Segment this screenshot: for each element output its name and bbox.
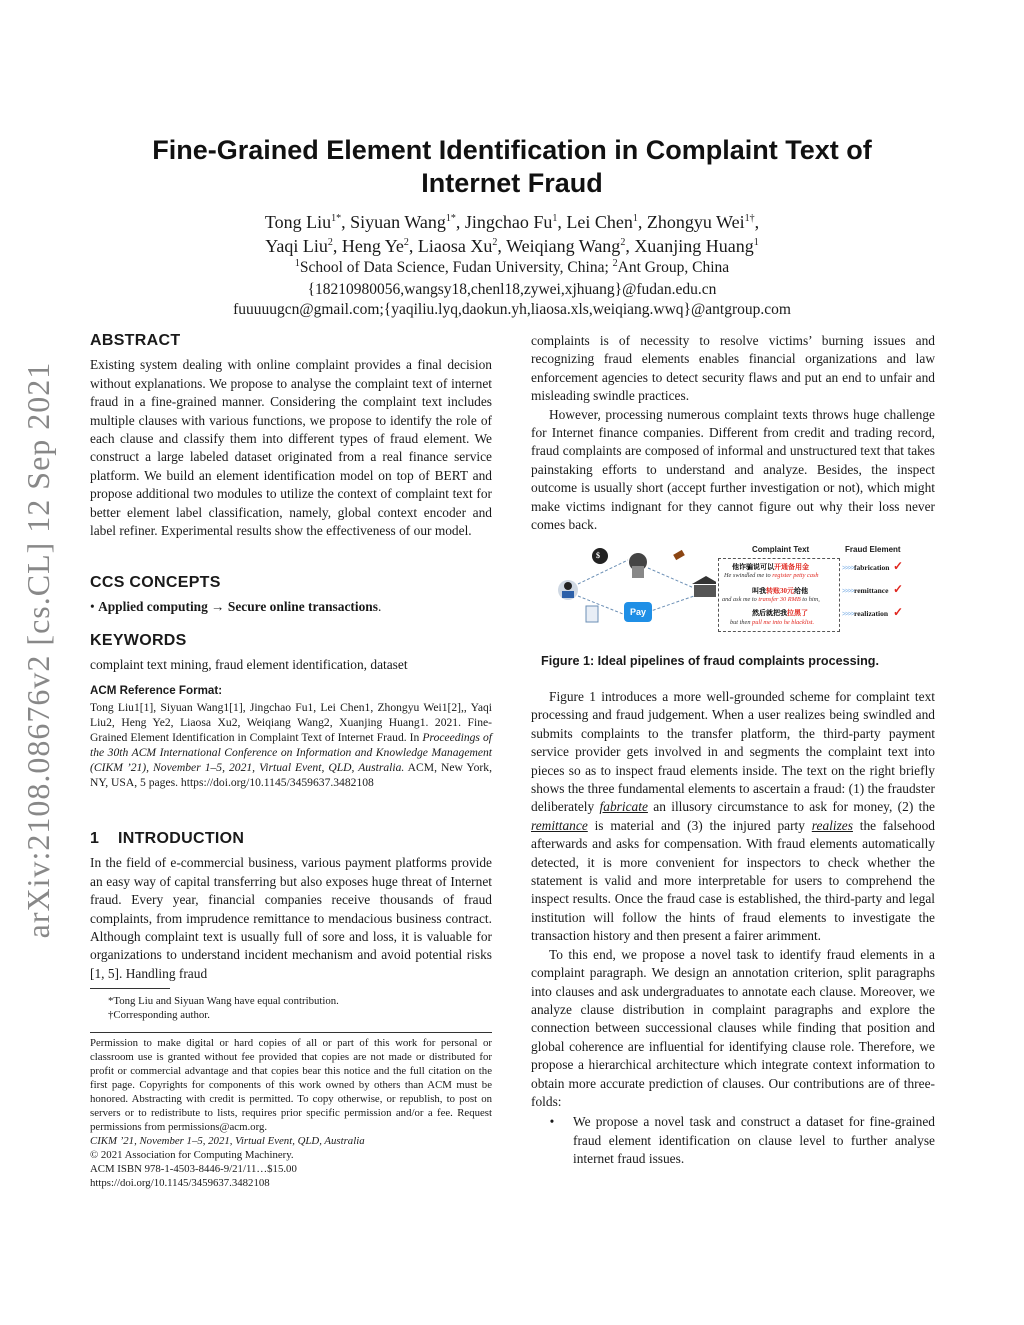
abstract-heading: ABSTRACT	[90, 332, 181, 349]
tag-realization: realization	[854, 609, 889, 618]
permission-divider	[90, 1032, 492, 1033]
author-sup: 2	[403, 237, 409, 248]
ccs-heading: CCS CONCEPTS	[90, 574, 221, 591]
author: Lei Chen	[566, 212, 633, 232]
keywords-heading: KEYWORDS	[90, 632, 187, 649]
intro-paragraph-4: To this end, we propose a novel task to identify fraud elements in a complaint paragraph. We design an annotation criterion, split paragraphs into clauses and ask undergraduates to annotate each clause. Moreover, we analyze clause distribution in complaint paragraphs and explore the connection between successional clauses while finding that position and global coherence are influential for identifying clause role. Therefore, we propose a hierarchical architecture which integrate context information to obtain more accurate prediction of clauses. Our contributions are of three-folds:	[531, 946, 935, 1109]
intro-heading: INTRODUCTION	[118, 830, 245, 847]
en-clause-2: and ask me to	[722, 596, 759, 603]
arrow-1: >>>>	[842, 564, 854, 572]
zh-clause-2: 叫我	[752, 587, 766, 595]
en-clause-2-end: to him,	[800, 596, 820, 603]
acm-reference	[90, 683, 492, 790]
ccs-bullet: •	[90, 599, 95, 615]
author: Liaosa Xu	[417, 236, 493, 256]
affil-sup: 2	[612, 257, 618, 269]
en-clause-1-highlight: register petty cash	[772, 572, 819, 579]
contribution-list	[531, 1113, 935, 1168]
abstract-section	[90, 332, 492, 540]
fraud-element-header: Fraud Element	[845, 545, 901, 554]
contribution-1: We propose a novel task and construct a dataset for fine-grained fraud element identification on clause level to further analyse internet fraud issues.	[573, 1114, 935, 1167]
arrow-2: >>>>	[842, 587, 854, 595]
check-icon: ✓	[893, 605, 904, 619]
zh-clause-1-highlight: 开通备用金	[774, 563, 809, 571]
money-bag-icon	[592, 548, 608, 564]
intro-paragraph-2: However, processing numerous complaint texts throws huge challenge for Internet finance companies. Different from credit and trading record, fraud complaints are composed of informal and unstructured text that takes painstaking efforts to understand and analyze. Besides, the inspect outcome is usually short (accept further investigation or not), which might make victims indignant for they cannot figure out why their loss never comes back.	[531, 406, 935, 533]
affil-fudan: School of Data Science, Fudan University, China;	[299, 259, 613, 276]
isbn-line: ACM ISBN 978-1-4503-8446-9/21/11…$15.00	[90, 1163, 297, 1175]
author: Zhongyu Wei	[646, 212, 745, 232]
arrow-3: >>>>	[842, 610, 854, 618]
affil-ant: Ant Group, China	[617, 259, 730, 276]
gavel-icon	[673, 550, 685, 560]
keywords-section	[90, 632, 492, 675]
zh-clause-2-highlight: 转账30元	[766, 587, 794, 595]
email-ant: fuuuuugcn@gmail.com;{yaqiliu.lyq,daokun.yh,liaosa.xls,weiqiang.wwq}@antgroup.com	[233, 301, 791, 318]
term-remittance: remittance	[531, 817, 588, 833]
right-column-bottom	[531, 688, 935, 1169]
conference-line: CIKM ’21, November 1–5, 2021, Virtual Event, QLD, Australia	[90, 1135, 365, 1147]
term-fabricate: fabricate	[599, 799, 648, 815]
author: Heng Ye	[341, 236, 404, 256]
p3-text-c: is material and (3) the injured party	[587, 817, 812, 833]
p3-text-a: Figure 1 introduces a more well-grounded scheme for complaint text processing and fraud judgement. When a user realizes being swindled and submits complaints to the transfer platform, the third-party payment service provider gets involved in and segments the complaint text into pieces so as to inspect fraud elements inside. The text on the right briefly shows the three fundamental elements to ascertain a fraud: (1) the fraudster deliberately	[531, 689, 935, 815]
author-sup: 1	[552, 213, 558, 224]
author-sup: 1*	[331, 213, 342, 224]
bank-icon	[692, 576, 716, 597]
author-sup: 1	[753, 237, 759, 248]
permission-text: Permission to make digital or hard copies of all or part of this work for personal or classroom use is granted without fee provided that copies are not made or distributed for profit or commercial advantage and that copies bear this notice and the full citation on the first page. Copyrights for components of this work owned by others than ACM must be honored. Abstracting with credit is permitted. To copy otherwise, or republish, to post on servers or to redistribute to lists, requires prior specific permission and/or a fee. Request permissions from permissions@acm.org.	[90, 1037, 492, 1133]
en-clause-1: He swindled me to	[724, 572, 773, 579]
arxiv-identifier: arXiv:2108.08676v2 [cs.CL] 12 Sep 2021	[20, 361, 56, 939]
en-clause-2-highlight: transfer 30 RMB	[758, 596, 801, 603]
ccs-section	[90, 574, 492, 617]
author: Jingchao Fu	[464, 212, 553, 232]
intro-paragraph-3	[531, 688, 935, 946]
section-number: 1	[90, 830, 100, 847]
dollar-sign: $	[596, 551, 600, 560]
author-sup: 1	[632, 213, 638, 224]
author-sup: 1*	[445, 213, 456, 224]
figure-1-caption: Figure 1: Ideal pipelines of fraud complaints processing.	[541, 654, 879, 668]
acm-ref-doi: ACM, New York, NY, USA, 5 pages. https://doi.org/10.1145/3459637.3482108	[90, 761, 492, 789]
footnote-equal-contribution: *Tong Liu and Siyuan Wang have equal contribution.	[108, 995, 339, 1007]
footnote-divider	[90, 988, 170, 989]
author-sup: 1†	[744, 213, 755, 224]
keywords-text: complaint text mining, fraud element identification, dataset	[90, 657, 408, 673]
bullet-dot: •	[549, 1114, 555, 1130]
intro-paragraph-1: In the field of e-commercial business, various payment platforms provide an easy way of capital transferring but also exposes huge threat of Internet fraud. Every year, financial companies receive thousands of fraud complaints, from imprudence remittance to mendacious business contract. Although complaint text is usually full of sore and loss, it is valuable for organizations to understand incident mechanism and avoid potential risks [1, 5]. Handling fraud	[90, 855, 492, 981]
author: Weiqiang Wang	[506, 236, 621, 256]
author: Yaqi Liu	[265, 236, 328, 256]
affiliations	[150, 258, 874, 278]
term-realizes: realizes	[811, 817, 853, 833]
pay-label: Pay	[630, 607, 647, 617]
ccs-period: .	[377, 599, 382, 615]
footnotes	[108, 994, 492, 1022]
acm-ref-authors: Tong Liu1[1], Siyuan Wang1[1], Jingchao Fu1, Lei Chen1, Zhongyu Wei1[2],, Yaqi Liu2, Heng Ye2, Liaosa Xu2, Weiqiang Wang2, Xuanjing Huang1. 2021. Fine-Grained Element Identification in Complaint Text of Internet Fraud. In	[90, 701, 492, 744]
author-list: Tong Liu$^{1*}$, Siyuan Wang$^{1*}$, Jingchao Fu$^1$, Lei Chen$^1$, Zhongyu Wei$^{1\dagger}$, Yaqi Liu$^2$, Heng Ye$^2$, Liaosa Xu$^2$, Weiqiang Wang$^2$, Xuanjing Huang$^1$	[264, 212, 760, 256]
acm-ref-heading: ACM Reference Format:	[90, 684, 223, 697]
email-fudan: {18210980056,wangsy18,chenl18,zywei,xjhuang}@fudan.edu.cn	[307, 281, 717, 298]
pipeline-illustration	[556, 540, 716, 640]
document-icon	[586, 606, 598, 622]
author: Siyuan Wang	[350, 212, 446, 232]
p3-text-b: an illusory circumstance to ask for money, (2) the	[647, 799, 935, 815]
acm-ref-venue: Proceedings of the 30th ACM International Conference on Information and Knowledge Management (CIKM ’21), November 1–5, 2021, Virtual Event, QLD, Australia.	[90, 731, 492, 774]
right-column-top	[531, 332, 935, 534]
ccs-item: Applied computing → Secure online transactions	[98, 599, 378, 615]
affil-sup: 1	[294, 257, 300, 269]
check-icon: ✓	[893, 559, 904, 573]
author-sup: 2	[620, 237, 626, 248]
author-sup: 2	[492, 237, 498, 248]
author-sup: 2	[327, 237, 333, 248]
tag-fabrication: fabrication	[854, 563, 890, 572]
title-line-1: Fine-Grained Element Identification in Complaint Text of	[152, 135, 872, 165]
title-line-2: Internet Fraud	[421, 168, 603, 198]
zh-clause-1: 他诈骗说可以	[732, 563, 774, 571]
zh-clause-3-highlight: 拉黑了	[787, 609, 808, 617]
footnote-corresponding: †Corresponding author.	[108, 1009, 210, 1021]
en-clause-3: but then	[730, 619, 753, 626]
copyright-line: © 2021 Association for Computing Machinery.	[90, 1149, 294, 1161]
doi-line: https://doi.org/10.1145/3459637.3482108	[90, 1177, 270, 1189]
author: Tong Liu	[264, 212, 332, 232]
abstract-text: Existing system dealing with online complaint provides a final decision without explanations. We propose to analyse the complaint text of internet fraud in a fine-grained manner. Considering the complaint text includes multiple clauses with various functions, we propose to identify the role of each clause and classify them into different types of fraud element. We construct a large labeled dataset originated from a real finance service platform. We build an element identification model on top of BERT and propose additional two modules to utilize the context of complaint text for better element label classification, namely, global context encoder and label refiner. Experimental results show the effectiveness of our model.	[90, 357, 492, 539]
tag-remittance: remittance	[854, 586, 889, 595]
complaint-text-header: Complaint Text	[752, 545, 810, 554]
intro-paragraph-1-cont: complaints is of necessity to resolve victims’ burning issues and recognizing fraud elements enables financial organizations and law enforcement agencies to detect security flaws and put an end to unfair and misleading swindle practices.	[531, 333, 935, 404]
paper-title	[110, 134, 914, 200]
introduction-section	[90, 830, 492, 983]
en-clause-3-highlight: pull me into he blacklist.	[752, 619, 815, 626]
p3-text-d: the falsehood afterwards and asks for compensation. With fraud elements automatically detected, it is more convenient for inspectors to check whether the statement is valid and more interpretable for users to comprehend the inspect results. Once the fraud case is established, the third-party and legal institution will follow the hints of fraud elements to investigate the transaction history and then present a fairer arimment.	[531, 817, 935, 944]
check-icon: ✓	[893, 582, 904, 596]
zh-clause-2-end: 给他	[794, 587, 808, 595]
author: Xuanjing Huang	[634, 236, 754, 256]
permission-block	[90, 1036, 492, 1190]
figure-1	[556, 540, 906, 640]
zh-clause-3: 然后就把我	[752, 609, 787, 617]
